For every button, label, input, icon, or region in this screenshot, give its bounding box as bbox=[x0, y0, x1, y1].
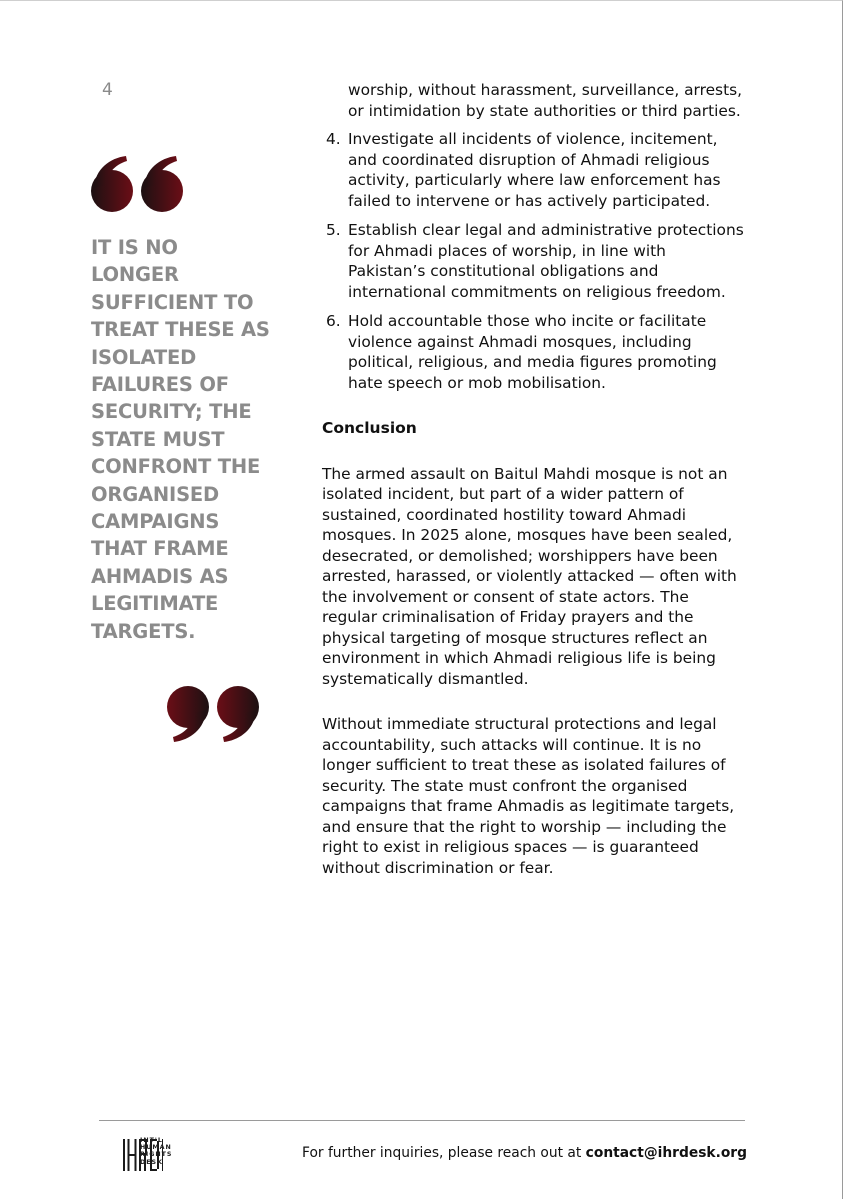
list-number: 6. bbox=[326, 312, 341, 330]
footer-contact bbox=[302, 1145, 747, 1161]
pull-quote-text: IT IS NO LONGER SUFFICIENT TO TREAT THESE AS ISOLATED FAILURES OF SECURITY; THE STATE MUST CONFRONT THE ORGANISED CAMPAIGNS THAT FRAME AHMADIS AS LEGITIMATE TARGETS. bbox=[91, 236, 270, 643]
open-quote-icon bbox=[90, 155, 190, 213]
page-number: 4 bbox=[102, 80, 113, 100]
continuation-paragraph: worship, without harassment, surveillance, arrests, or intimidation by state authorities or third parties. bbox=[348, 81, 743, 120]
list-item bbox=[322, 220, 747, 302]
list-item-text: Investigate all incidents of violence, incitement, and coordinated disruption of Ahmadi religious activity, particularly where law enforcement has failed to intervene or has actively participated. bbox=[348, 130, 721, 210]
main-content bbox=[322, 80, 747, 878]
footer-divider bbox=[99, 1120, 745, 1121]
contact-email-link[interactable]: contact@ihrdesk.org bbox=[585, 1145, 747, 1161]
list-item bbox=[322, 311, 747, 393]
conclusion-paragraph: Without immediate structural protections and legal accountability, such attacks will continue. It is no longer sufficient to treat these as isolated failures of security. The state must confront the organised campaigns that frame Ahmadis as legitimate targets, and ensure that the right to worship — including the right to exist in religious spaces — is guaranteed without discrimination or fear. bbox=[322, 715, 735, 877]
close-quote-icon bbox=[160, 685, 260, 743]
logo-line: DESK bbox=[140, 1158, 163, 1166]
list-item-text: Hold accountable those who incite or facilitate violence against Ahmadi mosques, including political, religious, and media figures promoting hate speech or mob mobilisation. bbox=[348, 312, 717, 392]
footer-inquiry-text: For further inquiries, please reach out at bbox=[302, 1145, 582, 1161]
logo-line: INT'L bbox=[140, 1137, 163, 1144]
list-item bbox=[322, 129, 747, 211]
logo-wordmark bbox=[140, 1137, 172, 1166]
conclusion-paragraph: The armed assault on Baitul Mahdi mosque is not an isolated incident, but part of a wider pattern of sustained, coordinated hostility toward Ahmadi mosques. In 2025 alone, mosques have been sealed, desecrated, or demolished; worshippers have been arrested, harassed, or violently attacked — often with the involvement or consent of state actors. The regular criminalisation of Friday prayers and the physical targeting of mosque structures reflect an environment in which Ahmadi religious life is being systematically dismantled. bbox=[322, 464, 737, 688]
logo-line: RIGHTS bbox=[140, 1151, 173, 1159]
conclusion-heading: Conclusion bbox=[322, 419, 417, 437]
logo-line: HUMAN bbox=[140, 1144, 172, 1152]
list-item-text: Establish clear legal and administrative protections for Ahmadi places of worship, in line with Pakistan’s constitutional obligations and international commitments on religious freedom. bbox=[348, 221, 744, 301]
list-number: 4. bbox=[326, 130, 341, 148]
list-number: 5. bbox=[326, 221, 341, 239]
recommendations-list bbox=[322, 129, 747, 393]
